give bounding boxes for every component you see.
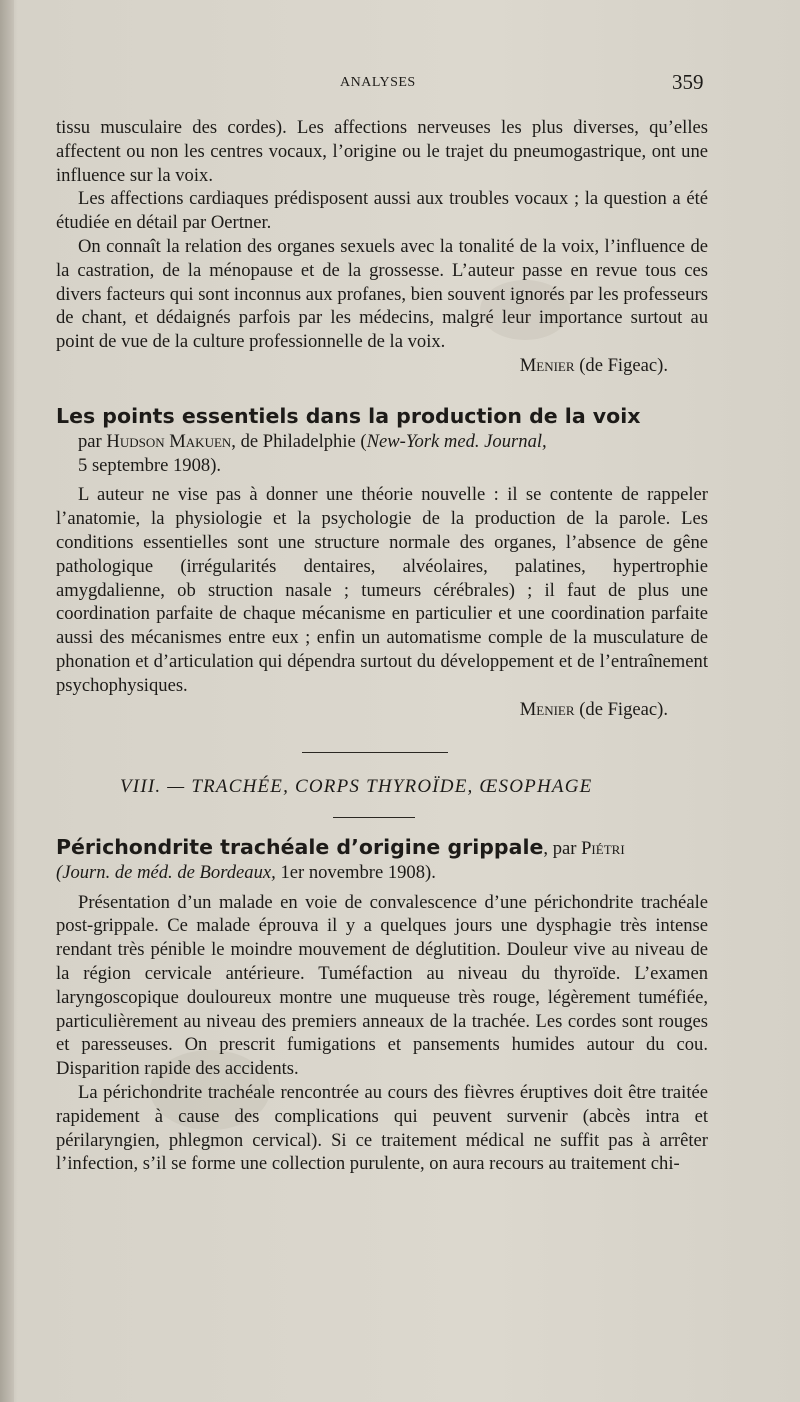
byline-prefix: par <box>78 430 102 452</box>
signature-place: (de Figeac). <box>579 698 668 720</box>
article-heading <box>56 836 708 861</box>
journal-name: New-York med. Journal, <box>366 430 547 452</box>
signature-name: Menier <box>519 354 575 376</box>
byline-prefix: , par <box>543 838 577 859</box>
article-title: Périchondrite trachéale d’origine grippale <box>56 835 544 859</box>
paragraph: L auteur ne vise pas à donner une théorie nouvelle : il se contente de rappeler l’anatomie, la physiologie et la psychologie de la production de la parole. Les conditions essentielles sont une structure normale des organes, l’absence de gêne pathologique (irrégularités dentaires, alvéolaires, palatines, hypertrophie amygdalienne, ob struction nasale ; tumeurs cérébrales) ; il faut de plus une coordination parfaite de chaque mécanisme en particulier et une coordination parfaite aussi des mécanismes entre eux ; enfin un automatisme comple de la musculature de phonation et d’articulation qui dépendra surtout du développement et de l’entraînement psychophysiques. <box>56 484 708 696</box>
signature-name: Menier <box>519 698 575 720</box>
article-title: Les points essentiels dans la production de la voix <box>56 404 641 428</box>
signature-place: (de Figeac). <box>579 354 668 376</box>
article-byline <box>56 430 708 478</box>
paragraph: La périchondrite trachéale rencontrée au cours des fièvres éruptives doit être traitée rapidement à cause des complications qui peuvent survenir (abcès intra et périlaryngien, phlegmon cervical). Si ce traitement médical ne suffit pas à arrêter l’infection, s’il se forme une collection purulente, on aura recours au traitement chi- <box>56 1081 708 1175</box>
paragraph: Présentation d’un malade en voie de convalescence d’une périchondrite trachéale post-grippale. Ce malade éprouva il y a quelques jours une dysphagie très intense rendant très pénible le moindre mouvement de déglutition. Douleur vive au niveau de la région cervicale antérieure. Tuméfaction au niveau du thyroïde. L’examen laryngoscopique douloureux montre une muqueuse très rouge, légèrement tuméfiée, particulièrement au niveau des premiers anneaux de la trachée. Les cordes sont rouges et paresseuses. On prescrit fumigations et pansements humides autour du cou. Disparition rapide des accidents. <box>56 891 708 1080</box>
byline-place: , de Philadelphie ( <box>231 430 367 452</box>
section-divider <box>302 752 448 753</box>
page-gutter-shadow <box>0 0 14 1402</box>
continuation-block <box>56 116 708 378</box>
section-heading: VIII. — TRACHÉE, CORPS THYROÏDE, ŒSOPHAGE <box>120 776 593 797</box>
publication-date: 1er novembre 1908). <box>280 861 436 883</box>
article-heading <box>56 405 708 430</box>
author-name: Hudson Makuen <box>106 430 232 452</box>
article-byline <box>56 861 708 885</box>
paragraph: Les affections cardiaques prédisposent aussi aux troubles vocaux ; la question a été étudiée en détail par Oertner. <box>56 188 708 234</box>
section-heading-underline <box>333 817 415 818</box>
journal-name: (Journ. de méd. de Bordeaux, <box>56 861 276 883</box>
article-points-essentiels <box>56 405 708 721</box>
paragraph: On connaît la relation des organes sexuels avec la tonalité de la voix, l’influence de la castration, de la ménopause et de la grossesse. L’auteur passe en revue tous ces divers facteurs qui sont inconnus aux profanes, bien souvent ignorés par les professeurs de chant, et dédaignés parfois par les médecins, malgré leur importance surtout au point de vue de la culture professionnelle de la voix. <box>56 235 708 353</box>
publication-date: 5 septembre 1908). <box>78 454 222 476</box>
author-name: Piétri <box>581 838 625 859</box>
page-number: 359 <box>672 70 704 94</box>
article-perichondrite <box>56 836 708 1176</box>
signature <box>56 354 708 378</box>
running-head: ANALYSES <box>340 75 416 90</box>
paragraph: tissu musculaire des cordes). Les affections nerveuses les plus diverses, qu’elles affectent ou non les centres vocaux, l’origine ou le trajet du pneumogastrique, ont une influence sur la voix. <box>56 117 708 186</box>
signature <box>56 698 708 722</box>
